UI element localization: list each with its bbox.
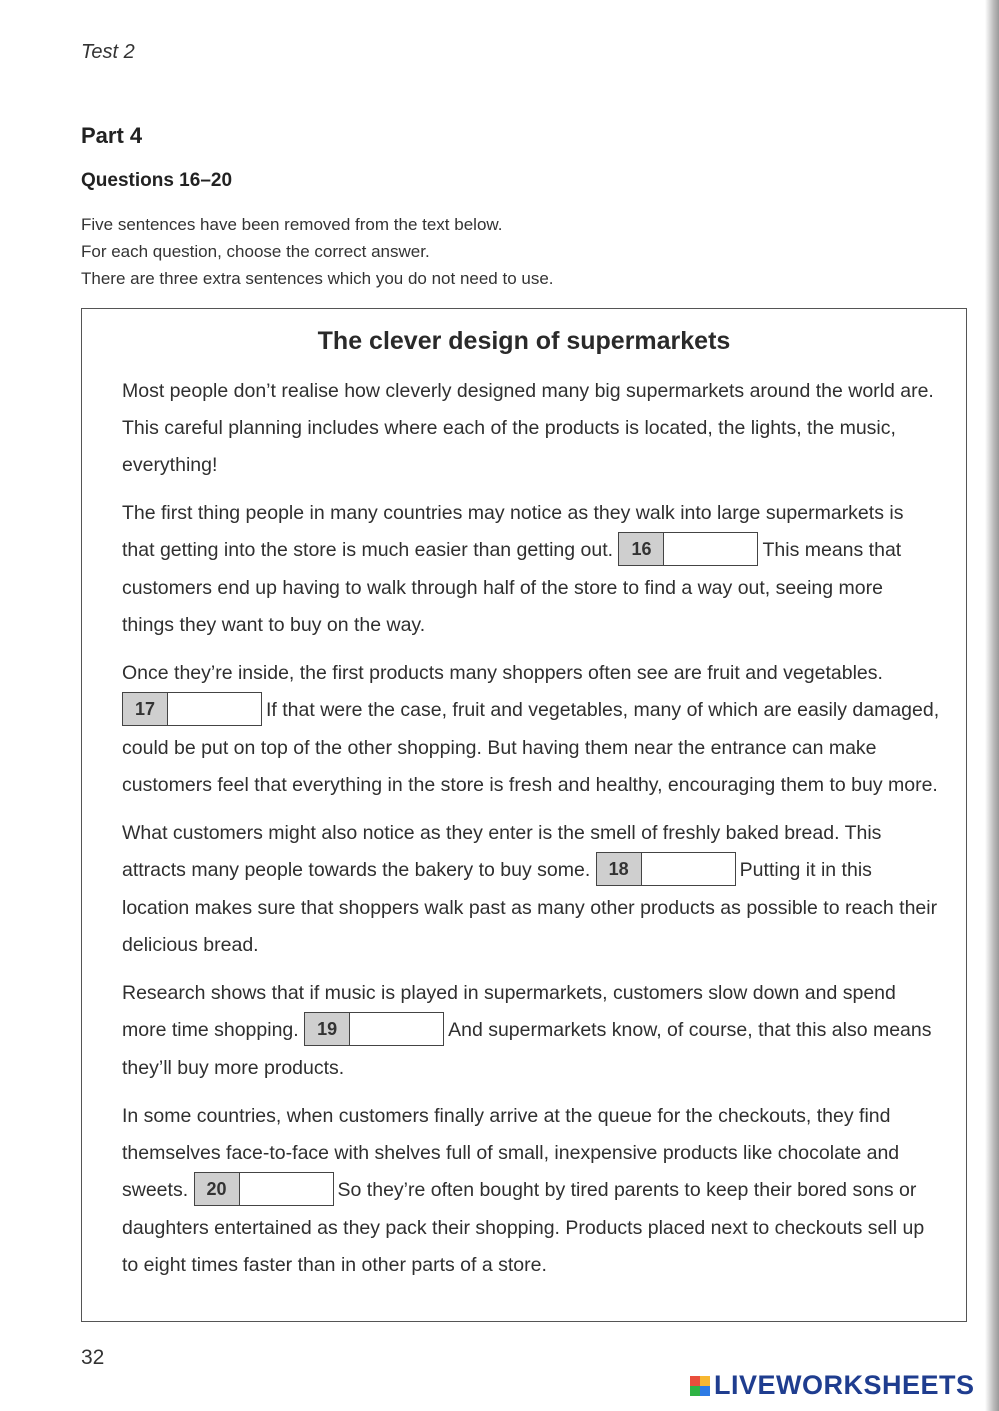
instruction-line: Five sentences have been removed from the text below. xyxy=(81,215,503,234)
answer-gap-16[interactable] xyxy=(618,532,758,566)
paragraph-text: Research shows that if music is played in supermarkets, customers slow down and spend more time shopping. xyxy=(122,982,896,1042)
paragraph-text: Once they’re inside, the first products many shoppers often see are fruit and vegetables. xyxy=(122,662,883,684)
paragraph xyxy=(122,655,940,804)
paragraph-text: So they’re often bought by tired parents to keep their bored sons or daughters entertained as they pack their shopping. Products placed next to checkouts sell up to eight times faster than in other parts of a store. xyxy=(122,1179,925,1276)
liveworksheets-brand xyxy=(690,1370,975,1401)
gap-number: 18 xyxy=(597,853,642,885)
paragraph-text: In some countries, when customers finally arrive at the queue for the checkouts, they find themselves face-to-face with shelves full of small, inexpensive products like chocolate and sweets. xyxy=(122,1105,900,1202)
paragraph xyxy=(122,495,940,644)
instruction-line: There are three extra sentences which you do not need to use. xyxy=(81,269,554,288)
gap-number: 16 xyxy=(619,533,664,565)
instructions xyxy=(81,211,881,292)
brand-text: LIVEWORKSHEETS xyxy=(714,1370,975,1400)
gap-number: 20 xyxy=(195,1173,240,1205)
questions-title: Questions 16–20 xyxy=(81,170,233,191)
paragraph-text: This means that customers end up having to walk through half of the store to find a way out, seeing more things they want to buy on the way. xyxy=(122,539,902,636)
gap-answer-field[interactable] xyxy=(240,1173,333,1205)
answer-gap-20[interactable] xyxy=(194,1172,334,1206)
answer-gap-18[interactable] xyxy=(596,852,736,886)
answer-gap-17[interactable] xyxy=(122,692,262,726)
gap-answer-field[interactable] xyxy=(168,693,261,725)
test-label: Test 2 xyxy=(81,41,135,63)
gap-answer-field[interactable] xyxy=(642,853,735,885)
paragraph-text: Most people don’t realise how cleverly designed many big supermarkets around the world are. This careful planning includes where each of the products is located, the lights, the music, everything! xyxy=(122,380,934,476)
paragraph xyxy=(122,1098,940,1284)
page-number: 32 xyxy=(81,1346,105,1369)
gap-number: 19 xyxy=(305,1013,350,1045)
paragraph xyxy=(122,975,940,1087)
article-title: The clever design of supermarkets xyxy=(317,327,731,355)
paragraph-text: Putting it in this location makes sure that shoppers walk past as many other products as possible to reach their delicious bread. xyxy=(122,859,938,956)
brand-logo-icon xyxy=(690,1376,710,1396)
instruction-line: For each question, choose the correct answer. xyxy=(81,242,430,261)
article-passage xyxy=(122,373,940,1295)
paragraph-text: If that were the case, fruit and vegetables, many of which are easily damaged, could be put on top of the other shopping. But having them near the entrance can make customers feel that everything in the store is fresh and healthy, encouraging them to buy more. xyxy=(122,699,940,796)
part-title: Part 4 xyxy=(81,123,143,148)
paragraph-text: What customers might also notice as they enter is the smell of freshly baked bread. This attracts many people towards the bakery to buy some. xyxy=(122,822,882,882)
paragraph xyxy=(122,373,940,484)
gap-number: 17 xyxy=(123,693,168,725)
paragraph-text: The first thing people in many countries may notice as they walk into large supermarkets is that getting into the store is much easier than getting out. xyxy=(122,502,904,562)
page-edge-shadow xyxy=(985,0,999,1411)
answer-gap-19[interactable] xyxy=(304,1012,444,1046)
gap-answer-field[interactable] xyxy=(664,533,757,565)
gap-answer-field[interactable] xyxy=(350,1013,443,1045)
paragraph xyxy=(122,815,940,964)
article-box xyxy=(81,308,967,1322)
paragraph-text: And supermarkets know, of course, that this also means they’ll buy more products. xyxy=(122,1019,932,1079)
